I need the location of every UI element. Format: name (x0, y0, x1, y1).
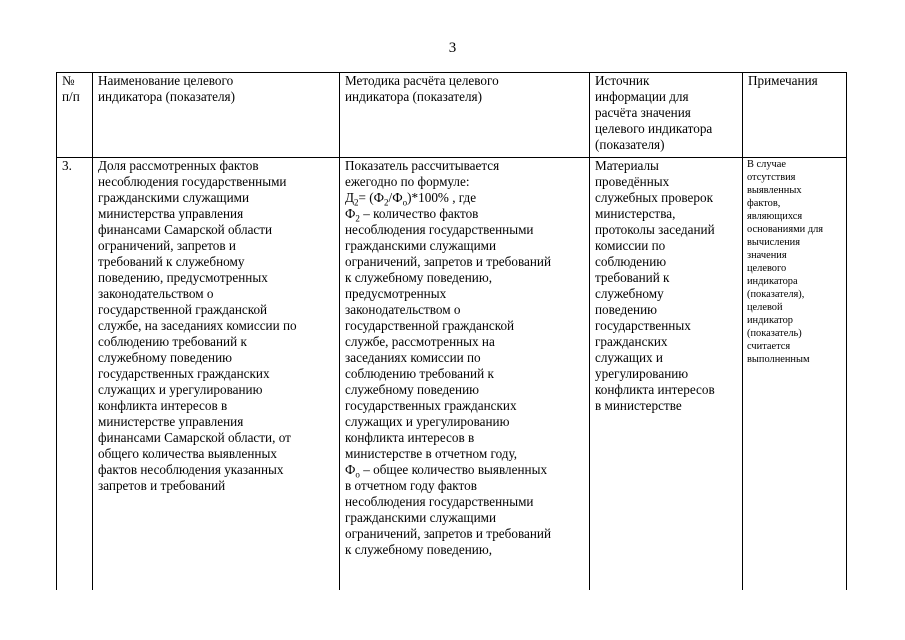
method-intro: Показатель рассчитывается ежегодно по формуле: (345, 158, 500, 189)
header-number: № п/п (57, 73, 93, 158)
indicator-name: Доля рассмотренных фактов несоблюдения государственными гражданскими служащими министерства управления финансами Самарской области ограничений, запретов и требований к служебному поведению, предусмотренных законодательством о государственной гражданской службе, на заседаниях комиссии по соблюдению требований к служебному поведению государственных гражданских служащих и урегулированию конфликта интересов в министерстве управления финансами Самарской области, от общего количества выявленных фактов несоблюдения указанных запретов и требований (93, 158, 340, 590)
row-number: 3. (57, 158, 93, 590)
indicator-table (56, 72, 847, 590)
header-calculation-method: Методика расчёта целевого индикатора (показателя) (340, 73, 590, 158)
header-row (57, 73, 847, 158)
f2-definition: $Ф_2$ – количество фактов несоблюдения государственными гражданскими служащими ограничений, запретов и требований к служебному поведению, предусмотренных законодательством о государственной гражданской службе, рассмотренных на заседаниях комиссии по соблюдению требований к служебному поведению государственных гражданских служащих и урегулированию конфликта интересов в министерстве в отчетном году, (345, 206, 552, 461)
notes: В случае отсутствия выявленных фактов, являющихся основаниями для вычисления значения целевого индикатора (показателя), целевой индикатор (показатель) считается выполненным (743, 158, 847, 590)
formula: $Д_2= (Ф_2/Ф_о)*100\%$ , где (345, 190, 477, 208)
fo-definition: $Ф_о$ – общее количество выявленных в отчетном году фактов несоблюдения государственными гражданскими служащими ограничений, запретов и требований к служебному поведению, (345, 462, 552, 557)
header-indicator-name: Наименование целевого индикатора (показателя) (93, 73, 340, 158)
calculation-method (340, 158, 590, 590)
information-source: Материалы проведённых служебных проверок министерства, протоколы заседаний комиссии по соблюдению требований к служебному поведению государственных гражданских служащих и урегулированию конфликта интересов в министерстве (590, 158, 743, 590)
header-information-source: Источник информации для расчёта значения целевого индикатора (показателя) (590, 73, 743, 158)
page-number: 3 (448, 40, 457, 56)
header-notes: Примечания (743, 73, 847, 158)
table-row (57, 158, 847, 590)
